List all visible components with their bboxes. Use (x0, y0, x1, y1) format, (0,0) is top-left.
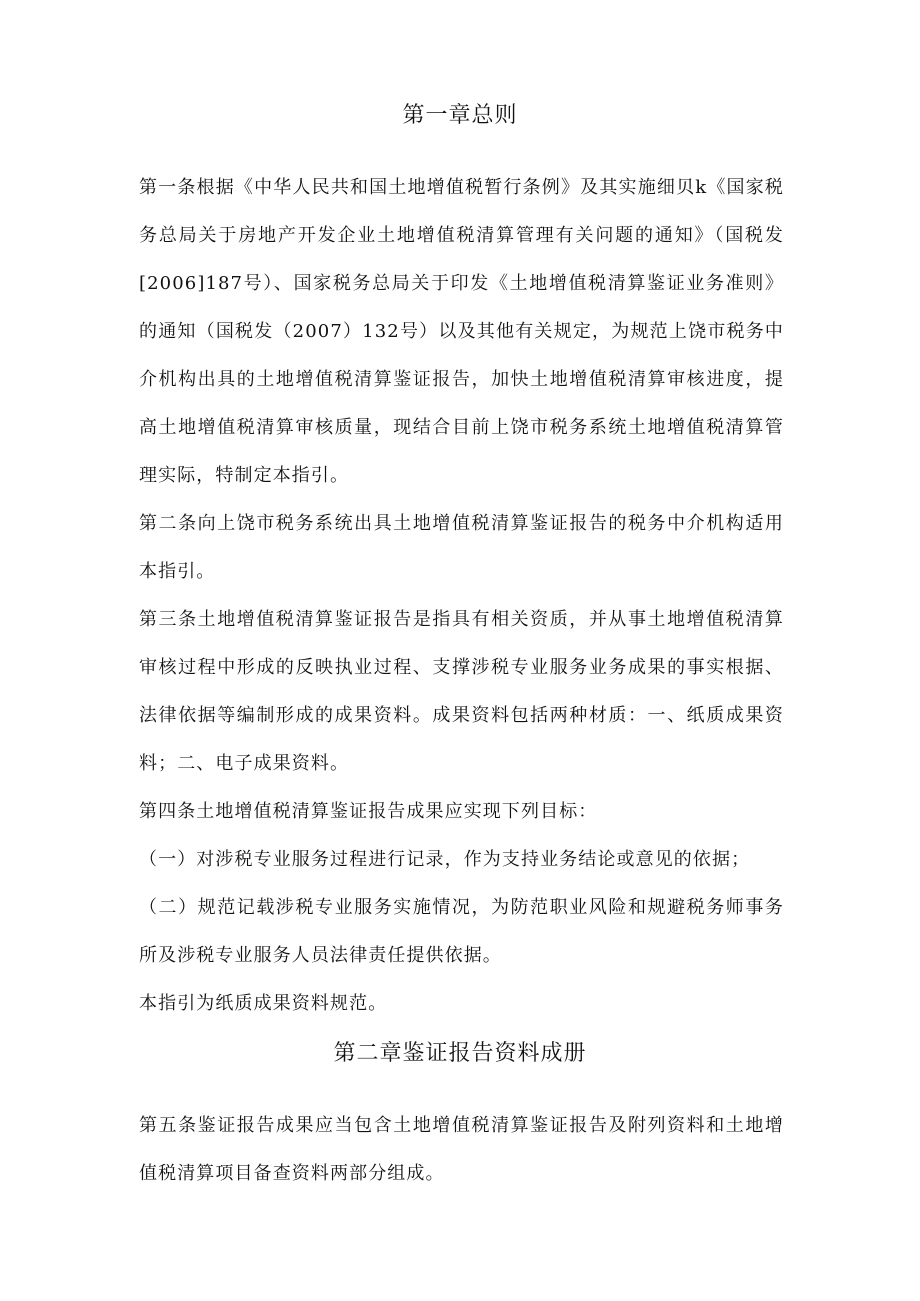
chapter-2-title: 第二章鉴证报告资料成册 (333, 1041, 587, 1066)
article-4-item-2: （二）规范记载涉税专业服务实施情况，为防范职业风险和规避税务师事务所及涉税专业服务人员法律责任提供依据。 (139, 897, 784, 966)
article-4-item-1: （一）对涉税专业服务过程进行记录，作为支持业务结论或意见的依据； (139, 849, 751, 870)
article-3: 第三条土地增值税清算鉴证报告是指具有相关资质，并从事土地增值税清算审核过程中形成的反映执业过程、支撑涉税专业服务业务成果的事实根据、法律依据等编制形成的成果资料。成果资料包括两种材质：一、纸质成果资料；二、电子成果资料。 (139, 609, 784, 774)
chapter-1-title: 第一章总则 (402, 103, 518, 128)
article-4: 第四条土地增值税清算鉴证报告成果应实现下列目标： (139, 801, 598, 822)
scope-note: 本指引为纸质成果资料规范。 (139, 993, 388, 1014)
article-1: 第一条根据《中华人民共和国土地增值税暂行条例》及其实施细贝k《国家税务总局关于房地产开发企业土地增值税清算管理有关问题的通知》（国税发[2006]187号）、国家税务总局关于印发《土地增值税清算鉴证业务准则》的通知（国税发（2007）132号）以及其他有关规定，为规范上饶市税务中介机构出具的土地增值税清算鉴证报告，加快土地增值税清算审核进度，提高土地增值税清算审核质量，现结合目前上饶市税务系统土地增值税清算管理实际，特制定本指引。 (139, 177, 784, 486)
article-2: 第二条向上饶市税务系统出具土地增值税清算鉴证报告的税务中介机构适用本指引。 (139, 513, 784, 582)
article-5: 第五条鉴证报告成果应当包含土地增值税清算鉴证报告及附列资料和土地增值税清算项目备查资料两部分组成。 (139, 1115, 784, 1184)
